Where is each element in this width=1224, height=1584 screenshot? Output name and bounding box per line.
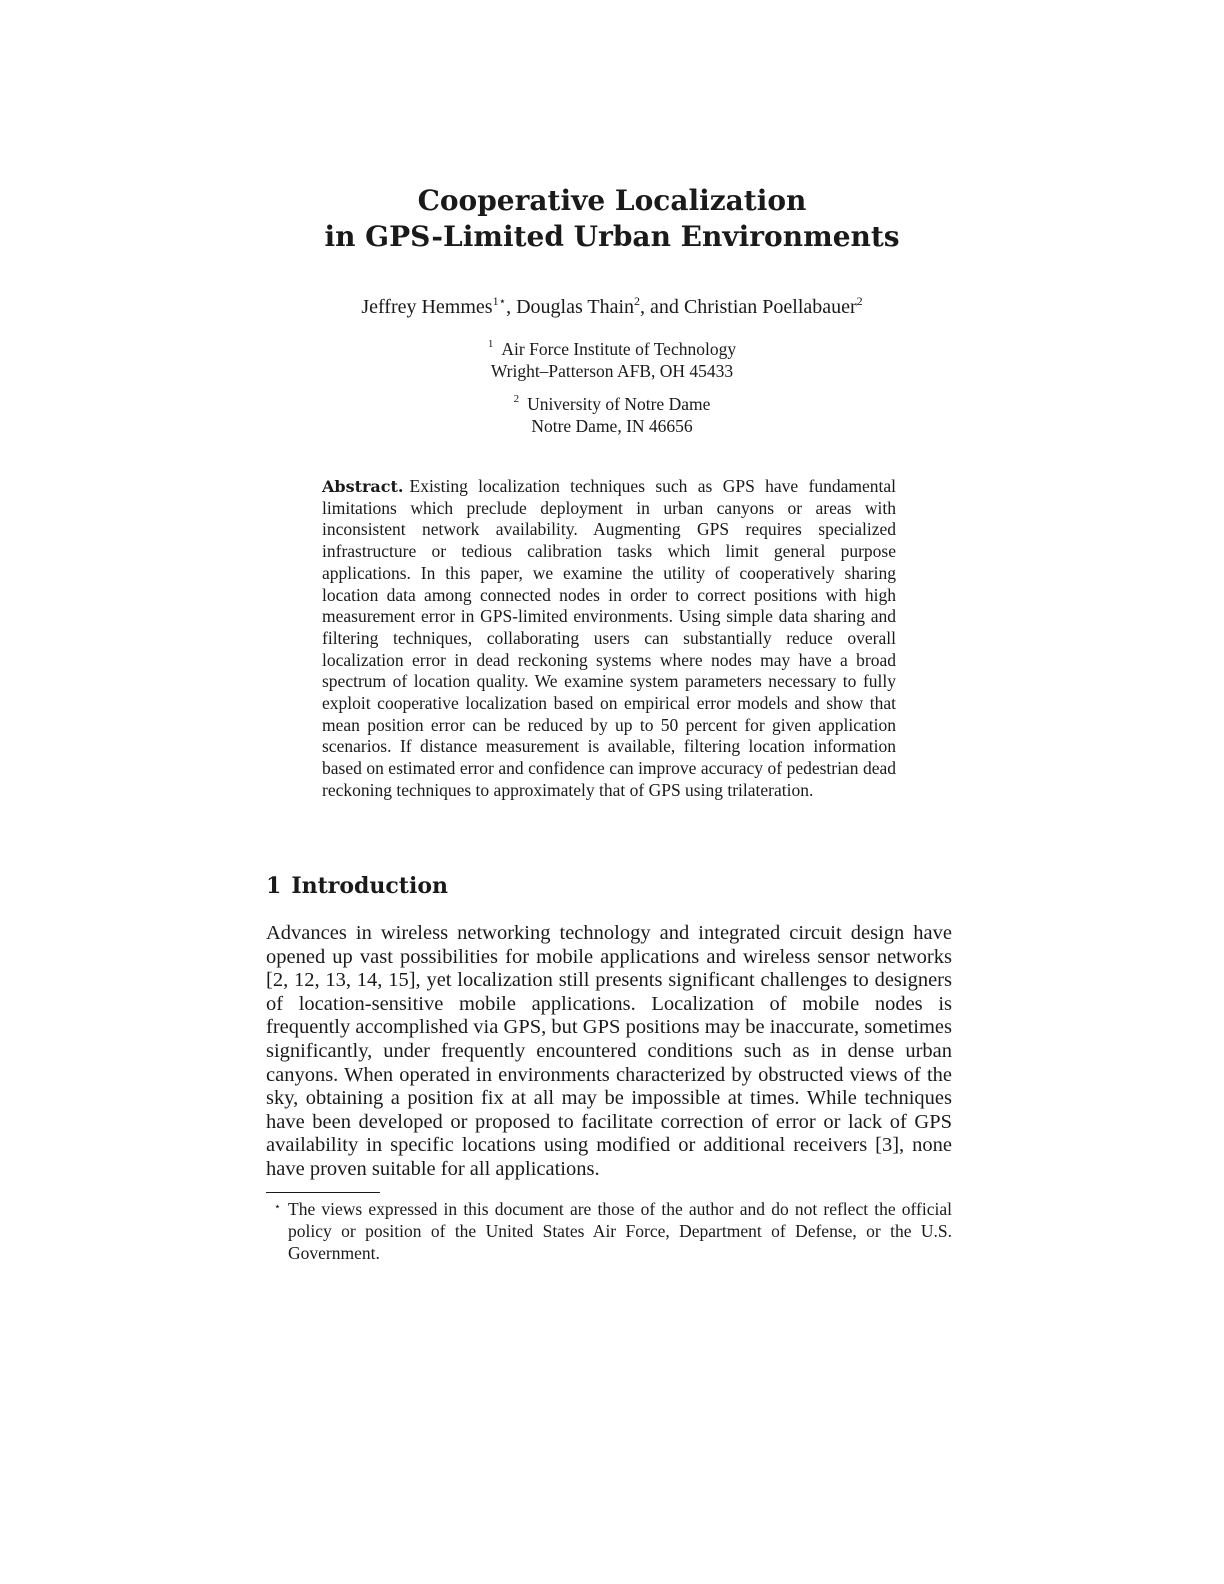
affiliation-institution: Air Force Institute of Technology — [501, 339, 737, 359]
affiliation — [0, 393, 1224, 437]
footnote — [266, 1198, 952, 1264]
author-separator: , and — [640, 296, 684, 318]
abstract-label: Abstract. — [322, 477, 404, 496]
affiliation-line — [0, 338, 1224, 360]
author-name: Christian Poellabauer — [683, 296, 857, 318]
affiliation-line — [0, 393, 1224, 415]
affiliation-address: Notre Dame, IN 46656 — [531, 416, 693, 436]
paper-title-line-1: Cooperative Localization — [417, 184, 807, 217]
author-name: Jeffrey Hemmes — [361, 296, 493, 318]
abstract-text: Existing localization techniques such as GPS have fundamental limitations which preclude deployment in urban canyons or areas with inconsistent network availability. Augmenting GPS requires specialized infrastructure or tedious calibration tasks which limit general purpose applications. In this paper, we examine the utility of cooperatively sharing location data among connected nodes in order to correct positions with high measurement error in GPS-limited environments. Using simple data sharing and filtering techniques, collaborating users can substantially reduce overall localization error in dead reckoning systems where nodes may have a broad spectrum of location quality. We examine system parameters necessary to fully exploit cooperative localization based on empirical error models and show that mean position error can be reduced by up to 50 percent for given application scenarios. If distance measurement is available, filtering location information based on estimated error and confidence can improve accuracy of pedestrian dead reckoning techniques to approximately that of GPS using trilateration. — [322, 476, 896, 800]
affiliation-mark: 2 — [513, 393, 520, 405]
author-name: Douglas Thain — [516, 296, 635, 318]
section-heading — [266, 872, 448, 900]
affiliation-address: Wright–Patterson AFB, OH 45433 — [490, 361, 734, 381]
abstract — [322, 476, 896, 802]
paper-title-line-2: in GPS-Limited Urban Environments — [324, 220, 900, 253]
affiliation — [0, 338, 1224, 382]
author-affiliation-mark: 2 — [856, 294, 863, 308]
body-paragraph: Advances in wireless networking technology and integrated circuit design have opened up vast possibilities for mobile applications and wireless sensor networks [2, 12, 13, 14, 15], yet localization still presents significant challenges to designers of location-sensitive mobile applications. Localization of mobile nodes is frequently accomplished via GPS, but GPS positions may be inaccurate, sometimes significantly, under frequently encountered conditions such as in dense urban canyons. When operated in environments characterized by obstructed views of the sky, obtaining a position fix at all may be impossible at times. While techniques have been developed or proposed to facilitate correction of error or lack of GPS availability in specific locations using modified or additional receivers [3], none have proven suitable for all applications. — [266, 922, 952, 1180]
author-separator: , — [506, 296, 517, 318]
footnote-rule — [266, 1192, 380, 1193]
footnote-mark: ⋆ — [274, 1201, 281, 1213]
footnote-text: The views expressed in this document are those of the author and do not reflect the official policy or position of the United States Air Force, Department of Defense, or the U.S. Government. — [288, 1199, 952, 1263]
section-title: Introduction — [291, 873, 448, 899]
author-affiliation-mark: 2 — [634, 294, 641, 308]
affiliation-mark: 1 — [487, 338, 494, 350]
affiliation-institution: University of Notre Dame — [527, 394, 711, 414]
author-list — [0, 295, 1224, 319]
author-affiliation-mark: 1⋆ — [492, 294, 507, 308]
section-number: 1 — [266, 873, 282, 899]
